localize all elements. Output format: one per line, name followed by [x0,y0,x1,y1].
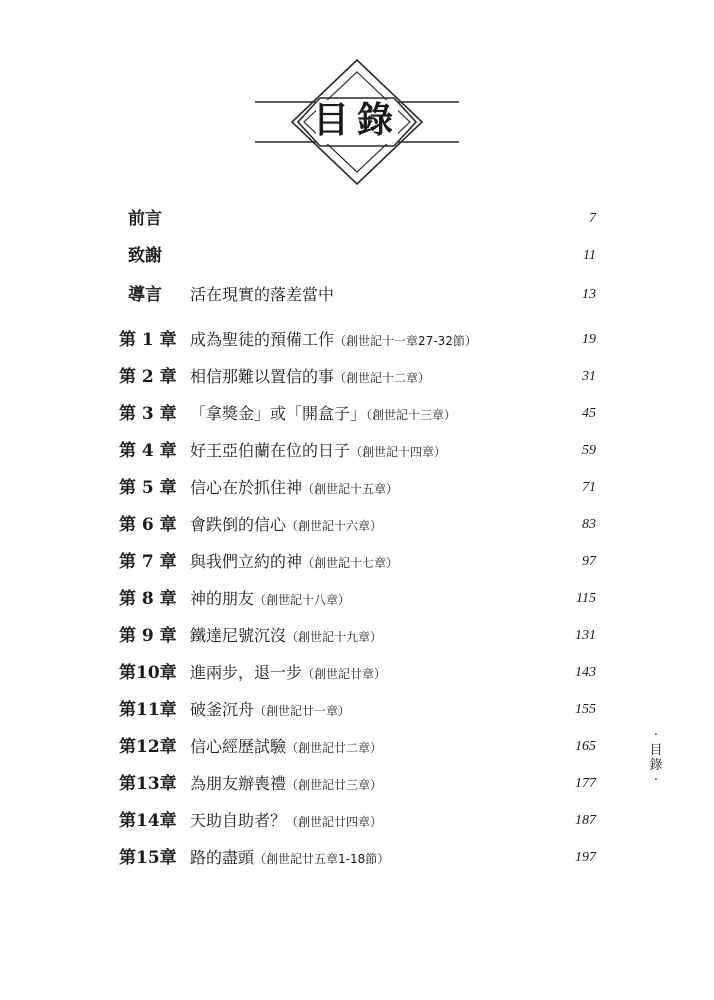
toc-page-number: 31 [582,369,596,384]
toc-label: 導言 [128,285,162,305]
page-title: 目錄 [312,99,401,141]
side-tab-dot: · [653,728,659,743]
toc-row-front-2[interactable] [0,241,714,271]
toc-label: 第12章 [119,737,177,757]
toc-row-chapter-4[interactable] [0,436,714,466]
toc-row-chapter-9[interactable] [0,621,714,651]
toc-row-chapter-13[interactable] [0,769,714,799]
toc-row-chapter-7[interactable] [0,547,714,577]
toc-entry-reference: （創世記十六章） [286,519,383,533]
toc-page-number: 177 [575,776,596,791]
toc-entry-reference: （創世記十八章） [254,593,351,607]
toc-label: 第11章 [119,700,177,720]
toc-page-number: 45 [582,406,596,421]
toc-entry-title: 路的盡頭（創世記廿五章1-18節） [190,848,390,867]
toc-entry-reference: （創世記廿五章1-18節） [254,852,390,866]
toc-label: 第10章 [119,663,177,683]
toc-row-chapter-8[interactable] [0,584,714,614]
toc-row-front-1[interactable] [0,204,714,234]
toc-entry-reference: （創世記十一章27-32節） [334,334,477,348]
toc-entry-title: 為朋友辦喪禮（創世記廿三章） [190,774,383,793]
toc-entry-title: 鐵達尼號沉沒（創世記十九章） [190,626,383,645]
toc-row-chapter-5[interactable] [0,473,714,503]
toc-entry-reference: （創世記十四章） [350,445,447,459]
toc-entry-reference: （創世記廿章） [302,667,387,681]
toc-row-chapter-14[interactable] [0,806,714,836]
toc-label: 前言 [128,209,162,229]
toc-page-number: 131 [575,628,596,643]
toc-row-chapter-15[interactable] [0,843,714,873]
toc-entry-reference: （創世記廿二章） [286,741,383,755]
toc-page-number: 13 [582,287,596,302]
toc-label: 第 7 章 [119,552,177,572]
toc-page-number: 155 [575,702,596,717]
side-tab [648,728,664,798]
toc-label: 第 1 章 [119,330,177,350]
toc-page-number: 197 [575,850,596,865]
toc-entry-reference: （創世記十五章） [302,482,399,496]
toc-entry-title: 進兩步，退一步（創世記廿章） [190,663,387,682]
toc-row-chapter-6[interactable] [0,510,714,540]
toc-entry-title: 信心經歷試驗（創世記廿二章） [190,737,383,756]
toc-row-chapter-1[interactable] [0,325,714,355]
toc-label: 第 5 章 [119,478,177,498]
toc-entry-reference: （創世記十二章） [334,371,431,385]
toc-entry-reference: （創世記廿一章） [254,704,351,718]
toc-label: 第15章 [119,848,177,868]
toc-page-number: 7 [589,211,596,226]
side-tab-dot: · [653,773,659,788]
toc-page-number: 97 [582,554,596,569]
toc-label: 第 2 章 [119,367,177,387]
toc-entry-title: 破釜沉舟（創世記廿一章） [190,700,351,719]
toc-label: 致謝 [128,246,162,266]
toc-entry-title: 「拿獎金」或「開盒子」（創世記十三章） [190,404,457,423]
toc-entry-title: 活在現實的落差當中 [190,285,335,304]
toc-page-number: 83 [582,517,596,532]
toc-entry-title: 成為聖徒的預備工作（創世記十一章27-32節） [190,330,477,349]
side-tab-text: 錄 [649,758,663,773]
toc-entry-title: 會跌倒的信心（創世記十六章） [190,515,383,534]
toc-entry-title: 與我們立約的神（創世記十七章） [190,552,399,571]
toc-label: 第 6 章 [119,515,177,535]
toc-page-number: 59 [582,443,596,458]
toc-row-chapter-3[interactable] [0,399,714,429]
toc-label: 第 9 章 [119,626,177,646]
toc-entry-title: 相信那難以置信的事（創世記十二章） [190,367,431,386]
toc-label: 第 4 章 [119,441,177,461]
toc-entry-title: 信心在於抓住神（創世記十五章） [190,478,399,497]
toc-page-number: 115 [576,591,596,606]
toc-label: 第13章 [119,774,177,794]
side-tab-text: 目 [649,743,663,758]
toc-entry-title: 天助自助者？（創世記廿四章） [190,811,383,830]
toc-label: 第 3 章 [119,404,177,424]
toc-entry-reference: （創世記十九章） [286,630,383,644]
toc-page-number: 19 [582,332,596,347]
toc-row-chapter-10[interactable] [0,658,714,688]
toc-row-chapter-11[interactable] [0,695,714,725]
toc-page-number: 11 [583,248,596,263]
toc-page-number: 187 [575,813,596,828]
toc-row-chapter-12[interactable] [0,732,714,762]
toc-label: 第 8 章 [119,589,177,609]
toc-row-chapter-2[interactable] [0,362,714,392]
toc-label: 第14章 [119,811,177,831]
toc-entry-title: 神的朋友（創世記十八章） [190,589,351,608]
toc-entry-title: 好王亞伯蘭在位的日子（創世記十四章） [190,441,447,460]
toc-page-number: 143 [575,665,596,680]
toc-entry-reference: （創世記廿三章） [286,778,383,792]
toc-entry-reference: （創世記十三章） [366,408,457,422]
toc-page-number: 71 [582,480,596,495]
toc-page-number: 165 [575,739,596,754]
toc-row-front-3[interactable] [0,280,714,310]
toc-entry-reference: （創世記廿四章） [286,815,383,829]
toc-entry-reference: （創世記十七章） [302,556,399,570]
